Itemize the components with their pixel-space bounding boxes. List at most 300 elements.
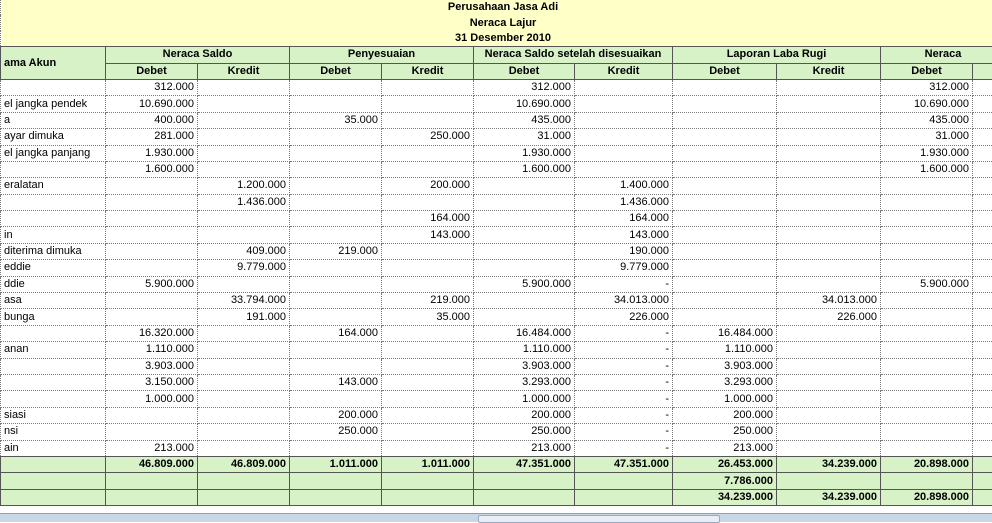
value-cell[interactable] (575, 96, 673, 112)
value-cell[interactable] (673, 243, 777, 259)
value-cell[interactable] (106, 489, 198, 505)
value-cell[interactable]: 34.239.000 (777, 456, 881, 472)
value-cell[interactable]: 1.110.000 (474, 342, 575, 358)
value-cell[interactable] (673, 161, 777, 177)
value-cell[interactable]: 200.000 (382, 178, 474, 194)
value-cell[interactable] (382, 374, 474, 390)
value-cell[interactable] (973, 211, 992, 227)
value-cell[interactable] (973, 293, 992, 309)
subheader-cell[interactable] (973, 63, 992, 79)
value-cell[interactable] (973, 260, 992, 276)
account-name-cell[interactable]: el jangka pendek (1, 96, 106, 112)
value-cell[interactable] (575, 112, 673, 128)
value-cell[interactable] (106, 473, 198, 489)
value-cell[interactable]: 143.000 (575, 227, 673, 243)
value-cell[interactable] (198, 325, 290, 341)
value-cell[interactable]: 3.903.000 (474, 358, 575, 374)
value-cell[interactable] (973, 79, 992, 95)
value-cell[interactable] (106, 194, 198, 210)
value-cell[interactable] (673, 227, 777, 243)
value-cell[interactable]: 281.000 (106, 129, 198, 145)
value-cell[interactable] (198, 391, 290, 407)
value-cell[interactable] (106, 227, 198, 243)
value-cell[interactable]: 312.000 (106, 79, 198, 95)
value-cell[interactable] (198, 161, 290, 177)
account-name-cell[interactable]: in (1, 227, 106, 243)
title-company[interactable]: Perusahaan Jasa Adi (1, 0, 992, 15)
value-cell[interactable] (575, 79, 673, 95)
value-cell[interactable] (973, 96, 992, 112)
group-penyesuaian[interactable]: Penyesuaian (290, 47, 474, 63)
value-cell[interactable] (106, 178, 198, 194)
value-cell[interactable] (290, 276, 382, 292)
value-cell[interactable] (973, 243, 992, 259)
title-date[interactable]: 31 Desember 2010 (1, 31, 992, 47)
value-cell[interactable]: 9.779.000 (575, 260, 673, 276)
value-cell[interactable] (474, 211, 575, 227)
value-cell[interactable]: 143.000 (382, 227, 474, 243)
value-cell[interactable]: - (575, 424, 673, 440)
value-cell[interactable] (290, 440, 382, 456)
value-cell[interactable] (973, 161, 992, 177)
value-cell[interactable] (198, 342, 290, 358)
value-cell[interactable] (382, 407, 474, 423)
account-name-cell[interactable]: siasi (1, 407, 106, 423)
value-cell[interactable] (382, 276, 474, 292)
value-cell[interactable] (777, 211, 881, 227)
value-cell[interactable] (973, 456, 992, 472)
value-cell[interactable] (881, 194, 973, 210)
value-cell[interactable]: 1.930.000 (474, 145, 575, 161)
value-cell[interactable]: 312.000 (474, 79, 575, 95)
value-cell[interactable] (777, 424, 881, 440)
value-cell[interactable] (290, 358, 382, 374)
value-cell[interactable]: 1.000.000 (106, 391, 198, 407)
value-cell[interactable]: 200.000 (290, 407, 382, 423)
value-cell[interactable] (106, 407, 198, 423)
value-cell[interactable] (777, 325, 881, 341)
value-cell[interactable]: - (575, 374, 673, 390)
value-cell[interactable] (673, 309, 777, 325)
value-cell[interactable] (290, 473, 382, 489)
value-cell[interactable]: 5.900.000 (474, 276, 575, 292)
value-cell[interactable] (290, 293, 382, 309)
value-cell[interactable] (777, 440, 881, 456)
value-cell[interactable] (881, 374, 973, 390)
value-cell[interactable]: 1.436.000 (198, 194, 290, 210)
value-cell[interactable]: 1.000.000 (673, 391, 777, 407)
subheader-cell[interactable]: Debet (106, 63, 198, 79)
account-name-cell[interactable] (1, 358, 106, 374)
value-cell[interactable]: 34.013.000 (575, 293, 673, 309)
value-cell[interactable]: 3.293.000 (673, 374, 777, 390)
value-cell[interactable]: 250.000 (290, 424, 382, 440)
value-cell[interactable]: 213.000 (673, 440, 777, 456)
group-laporan-laba-rugi[interactable]: Laporan Laba Rugi (673, 47, 881, 63)
value-cell[interactable] (382, 440, 474, 456)
value-cell[interactable] (474, 473, 575, 489)
group-neraca-saldo[interactable]: Neraca Saldo (106, 47, 290, 63)
value-cell[interactable] (382, 161, 474, 177)
value-cell[interactable] (673, 129, 777, 145)
value-cell[interactable] (777, 358, 881, 374)
value-cell[interactable] (973, 424, 992, 440)
value-cell[interactable] (290, 161, 382, 177)
value-cell[interactable] (973, 309, 992, 325)
value-cell[interactable] (673, 194, 777, 210)
value-cell[interactable] (290, 129, 382, 145)
value-cell[interactable] (973, 325, 992, 341)
value-cell[interactable] (973, 276, 992, 292)
value-cell[interactable] (973, 391, 992, 407)
value-cell[interactable] (673, 276, 777, 292)
account-name-cell[interactable] (1, 456, 106, 472)
value-cell[interactable]: 219.000 (382, 293, 474, 309)
account-name-cell[interactable]: el jangka panjang (1, 145, 106, 161)
value-cell[interactable] (777, 243, 881, 259)
value-cell[interactable]: 3.903.000 (106, 358, 198, 374)
value-cell[interactable] (673, 79, 777, 95)
value-cell[interactable] (290, 145, 382, 161)
value-cell[interactable] (198, 129, 290, 145)
value-cell[interactable]: 190.000 (575, 243, 673, 259)
value-cell[interactable]: 250.000 (474, 424, 575, 440)
value-cell[interactable]: 200.000 (673, 407, 777, 423)
value-cell[interactable]: 1.436.000 (575, 194, 673, 210)
value-cell[interactable]: 3.293.000 (474, 374, 575, 390)
value-cell[interactable]: 34.239.000 (673, 489, 777, 505)
value-cell[interactable]: 1.600.000 (881, 161, 973, 177)
value-cell[interactable] (198, 473, 290, 489)
subheader-cell[interactable]: Debet (673, 63, 777, 79)
value-cell[interactable] (575, 489, 673, 505)
value-cell[interactable]: 20.898.000 (881, 456, 973, 472)
value-cell[interactable] (290, 260, 382, 276)
value-cell[interactable] (106, 260, 198, 276)
value-cell[interactable]: 16.484.000 (673, 325, 777, 341)
value-cell[interactable] (777, 161, 881, 177)
group-neraca-saldo-disesuaikan[interactable]: Neraca Saldo setelah disesuaikan (474, 47, 673, 63)
value-cell[interactable]: 250.000 (673, 424, 777, 440)
value-cell[interactable]: 5.900.000 (881, 276, 973, 292)
value-cell[interactable] (673, 293, 777, 309)
value-cell[interactable] (973, 489, 992, 505)
value-cell[interactable]: 219.000 (290, 243, 382, 259)
value-cell[interactable] (290, 96, 382, 112)
value-cell[interactable]: 35.000 (382, 309, 474, 325)
value-cell[interactable] (198, 440, 290, 456)
value-cell[interactable] (973, 374, 992, 390)
value-cell[interactable] (290, 211, 382, 227)
account-name-cell[interactable]: eddie (1, 260, 106, 276)
value-cell[interactable] (290, 194, 382, 210)
value-cell[interactable] (881, 178, 973, 194)
value-cell[interactable]: 34.239.000 (777, 489, 881, 505)
value-cell[interactable]: 9.779.000 (198, 260, 290, 276)
subheader-cell[interactable]: Debet (474, 63, 575, 79)
value-cell[interactable] (777, 473, 881, 489)
subheader-cell[interactable]: Kredit (575, 63, 673, 79)
value-cell[interactable] (881, 440, 973, 456)
value-cell[interactable] (777, 178, 881, 194)
value-cell[interactable] (881, 293, 973, 309)
value-cell[interactable] (777, 342, 881, 358)
value-cell[interactable] (973, 178, 992, 194)
value-cell[interactable] (474, 309, 575, 325)
value-cell[interactable] (673, 112, 777, 128)
value-cell[interactable] (881, 243, 973, 259)
value-cell[interactable] (382, 79, 474, 95)
subheader-cell[interactable]: Debet (881, 63, 973, 79)
value-cell[interactable] (673, 145, 777, 161)
value-cell[interactable]: 10.690.000 (474, 96, 575, 112)
subheader-cell[interactable]: Kredit (777, 63, 881, 79)
value-cell[interactable] (198, 424, 290, 440)
value-cell[interactable]: - (575, 391, 673, 407)
value-cell[interactable] (106, 309, 198, 325)
account-name-header[interactable]: ama Akun (1, 47, 106, 80)
value-cell[interactable]: - (575, 407, 673, 423)
value-cell[interactable] (106, 243, 198, 259)
value-cell[interactable] (881, 407, 973, 423)
value-cell[interactable] (881, 473, 973, 489)
value-cell[interactable] (777, 194, 881, 210)
value-cell[interactable] (973, 358, 992, 374)
value-cell[interactable] (881, 309, 973, 325)
value-cell[interactable] (575, 473, 673, 489)
account-name-cell[interactable]: ddie (1, 276, 106, 292)
value-cell[interactable]: 10.690.000 (106, 96, 198, 112)
value-cell[interactable] (777, 260, 881, 276)
value-cell[interactable]: 20.898.000 (881, 489, 973, 505)
account-name-cell[interactable]: ain (1, 440, 106, 456)
value-cell[interactable]: 213.000 (106, 440, 198, 456)
subheader-cell[interactable]: Debet (290, 63, 382, 79)
value-cell[interactable] (973, 227, 992, 243)
value-cell[interactable] (881, 391, 973, 407)
value-cell[interactable]: 1.011.000 (290, 456, 382, 472)
value-cell[interactable] (673, 96, 777, 112)
account-name-cell[interactable]: a (1, 112, 106, 128)
value-cell[interactable] (382, 112, 474, 128)
value-cell[interactable]: 46.809.000 (198, 456, 290, 472)
value-cell[interactable]: 7.786.000 (673, 473, 777, 489)
account-name-cell[interactable] (1, 325, 106, 341)
value-cell[interactable]: 16.484.000 (474, 325, 575, 341)
value-cell[interactable] (198, 96, 290, 112)
value-cell[interactable] (198, 374, 290, 390)
value-cell[interactable]: 213.000 (474, 440, 575, 456)
value-cell[interactable] (777, 96, 881, 112)
value-cell[interactable] (106, 293, 198, 309)
value-cell[interactable]: 31.000 (474, 129, 575, 145)
value-cell[interactable] (881, 227, 973, 243)
value-cell[interactable]: - (575, 440, 673, 456)
value-cell[interactable]: - (575, 342, 673, 358)
value-cell[interactable] (198, 407, 290, 423)
value-cell[interactable]: 164.000 (290, 325, 382, 341)
account-name-cell[interactable] (1, 161, 106, 177)
value-cell[interactable] (382, 489, 474, 505)
value-cell[interactable]: 435.000 (474, 112, 575, 128)
value-cell[interactable] (777, 79, 881, 95)
value-cell[interactable]: 1.600.000 (106, 161, 198, 177)
value-cell[interactable] (382, 145, 474, 161)
value-cell[interactable] (575, 161, 673, 177)
value-cell[interactable] (474, 489, 575, 505)
value-cell[interactable]: 191.000 (198, 309, 290, 325)
value-cell[interactable] (290, 391, 382, 407)
value-cell[interactable] (106, 211, 198, 227)
value-cell[interactable] (881, 260, 973, 276)
account-name-cell[interactable] (1, 489, 106, 505)
value-cell[interactable] (106, 424, 198, 440)
value-cell[interactable] (382, 260, 474, 276)
value-cell[interactable] (290, 178, 382, 194)
value-cell[interactable] (777, 374, 881, 390)
value-cell[interactable] (777, 227, 881, 243)
value-cell[interactable] (673, 260, 777, 276)
value-cell[interactable] (777, 407, 881, 423)
value-cell[interactable] (881, 325, 973, 341)
value-cell[interactable] (290, 489, 382, 505)
value-cell[interactable] (777, 129, 881, 145)
value-cell[interactable] (382, 243, 474, 259)
value-cell[interactable] (198, 276, 290, 292)
value-cell[interactable] (198, 227, 290, 243)
value-cell[interactable]: 1.011.000 (382, 456, 474, 472)
value-cell[interactable]: 435.000 (881, 112, 973, 128)
account-name-cell[interactable] (1, 391, 106, 407)
value-cell[interactable]: 312.000 (881, 79, 973, 95)
value-cell[interactable]: 164.000 (382, 211, 474, 227)
value-cell[interactable] (575, 129, 673, 145)
value-cell[interactable] (973, 145, 992, 161)
value-cell[interactable]: 1.400.000 (575, 178, 673, 194)
value-cell[interactable] (777, 391, 881, 407)
value-cell[interactable]: 200.000 (474, 407, 575, 423)
value-cell[interactable]: 409.000 (198, 243, 290, 259)
value-cell[interactable] (198, 112, 290, 128)
value-cell[interactable] (777, 145, 881, 161)
value-cell[interactable] (382, 325, 474, 341)
value-cell[interactable]: - (575, 358, 673, 374)
value-cell[interactable] (973, 194, 992, 210)
value-cell[interactable] (881, 358, 973, 374)
value-cell[interactable]: 26.453.000 (673, 456, 777, 472)
value-cell[interactable]: 16.320.000 (106, 325, 198, 341)
value-cell[interactable] (474, 243, 575, 259)
account-name-cell[interactable]: ayar dimuka (1, 129, 106, 145)
account-name-cell[interactable]: asa (1, 293, 106, 309)
value-cell[interactable]: 1.930.000 (106, 145, 198, 161)
account-name-cell[interactable] (1, 374, 106, 390)
value-cell[interactable] (290, 227, 382, 243)
value-cell[interactable] (575, 145, 673, 161)
value-cell[interactable] (198, 358, 290, 374)
value-cell[interactable] (198, 211, 290, 227)
account-name-cell[interactable] (1, 194, 106, 210)
value-cell[interactable]: 3.150.000 (106, 374, 198, 390)
value-cell[interactable] (198, 489, 290, 505)
account-name-cell[interactable]: eralatan (1, 178, 106, 194)
value-cell[interactable] (881, 342, 973, 358)
value-cell[interactable]: 5.900.000 (106, 276, 198, 292)
value-cell[interactable] (777, 112, 881, 128)
value-cell[interactable] (382, 342, 474, 358)
value-cell[interactable] (382, 424, 474, 440)
value-cell[interactable] (474, 178, 575, 194)
value-cell[interactable] (290, 79, 382, 95)
value-cell[interactable] (474, 227, 575, 243)
value-cell[interactable]: 400.000 (106, 112, 198, 128)
value-cell[interactable] (382, 473, 474, 489)
value-cell[interactable] (198, 79, 290, 95)
value-cell[interactable]: 1.200.000 (198, 178, 290, 194)
value-cell[interactable] (973, 440, 992, 456)
value-cell[interactable]: 1.600.000 (474, 161, 575, 177)
value-cell[interactable]: 226.000 (777, 309, 881, 325)
account-name-cell[interactable]: anan (1, 342, 106, 358)
value-cell[interactable]: 35.000 (290, 112, 382, 128)
value-cell[interactable] (673, 211, 777, 227)
value-cell[interactable] (198, 145, 290, 161)
value-cell[interactable]: 164.000 (575, 211, 673, 227)
value-cell[interactable] (382, 358, 474, 374)
value-cell[interactable] (382, 391, 474, 407)
value-cell[interactable]: 250.000 (382, 129, 474, 145)
account-name-cell[interactable]: nsi (1, 424, 106, 440)
scrollbar-thumb[interactable] (478, 515, 720, 523)
subheader-cell[interactable]: Kredit (198, 63, 290, 79)
account-name-cell[interactable] (1, 473, 106, 489)
value-cell[interactable]: 10.690.000 (881, 96, 973, 112)
value-cell[interactable]: 47.351.000 (575, 456, 673, 472)
value-cell[interactable] (973, 407, 992, 423)
value-cell[interactable]: 1.930.000 (881, 145, 973, 161)
value-cell[interactable]: 1.000.000 (474, 391, 575, 407)
value-cell[interactable] (881, 211, 973, 227)
value-cell[interactable] (881, 424, 973, 440)
value-cell[interactable]: - (575, 276, 673, 292)
value-cell[interactable]: 34.013.000 (777, 293, 881, 309)
value-cell[interactable] (382, 194, 474, 210)
value-cell[interactable]: 33.794.000 (198, 293, 290, 309)
value-cell[interactable] (673, 178, 777, 194)
account-name-cell[interactable] (1, 79, 106, 95)
value-cell[interactable] (973, 342, 992, 358)
account-name-cell[interactable] (1, 211, 106, 227)
value-cell[interactable]: 3.903.000 (673, 358, 777, 374)
value-cell[interactable] (382, 96, 474, 112)
value-cell[interactable] (973, 473, 992, 489)
value-cell[interactable]: 31.000 (881, 129, 973, 145)
value-cell[interactable]: 226.000 (575, 309, 673, 325)
value-cell[interactable] (290, 309, 382, 325)
title-report[interactable]: Neraca Lajur (1, 15, 992, 30)
value-cell[interactable] (290, 342, 382, 358)
value-cell[interactable]: - (575, 325, 673, 341)
value-cell[interactable] (973, 112, 992, 128)
value-cell[interactable]: 46.809.000 (106, 456, 198, 472)
value-cell[interactable] (474, 293, 575, 309)
value-cell[interactable]: 47.351.000 (474, 456, 575, 472)
account-name-cell[interactable]: bunga (1, 309, 106, 325)
group-neraca[interactable]: Neraca (881, 47, 992, 63)
value-cell[interactable] (474, 194, 575, 210)
value-cell[interactable]: 143.000 (290, 374, 382, 390)
value-cell[interactable] (777, 276, 881, 292)
